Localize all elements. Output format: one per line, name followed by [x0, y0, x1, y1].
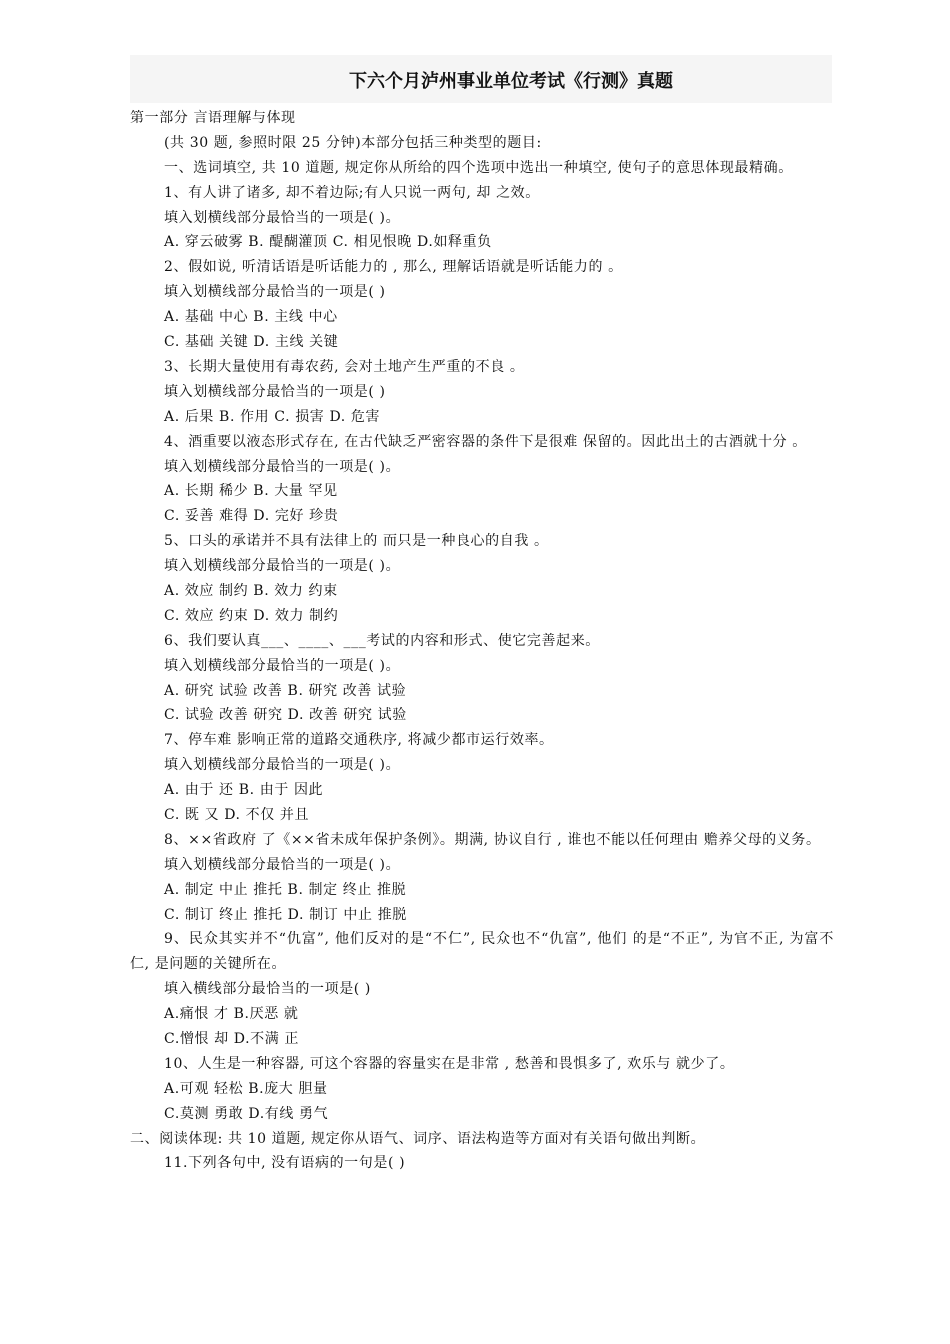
text-line: A.痛恨 才 B.厌恶 就 [164, 1006, 299, 1023]
text-line: A.可观 轻松 B.庞大 胆量 [164, 1080, 328, 1097]
text-line: C. 制订 终止 推托 D. 制订 中止 推脱 [164, 906, 407, 923]
text-line: 填入划横线部分最恰当的一项是( )。 [164, 209, 401, 226]
text-line: 8、××省政府 了《××省未成年保护条例》。期满, 协议自行 , 谁也不能以任何理由 赡养父母的义务。 [164, 831, 821, 848]
title-bar [130, 55, 832, 103]
text-line: C.莫测 勇敢 D.有线 勇气 [164, 1105, 329, 1122]
text-line: A. 长期 稀少 B. 大量 罕见 [164, 483, 338, 500]
text-line: 11.下列各句中, 没有语病的一句是( ) [164, 1155, 406, 1172]
text-line: 填入划横线部分最恰当的一项是( )。 [164, 856, 401, 873]
text-line: 一、选词填空, 共 10 道题, 规定你从所给的四个选项中选出一种填空, 使句子的意思体现最精确。 [164, 159, 793, 176]
text-line: A. 由于 还 B. 由于 因此 [164, 782, 324, 799]
page-title: 下六个月泸州事业单位考试《行测》真题 [349, 71, 673, 92]
text-line: 第一部分 言语理解与体现 [130, 110, 296, 126]
text-line: 填入横线部分最恰当的一项是( ) [164, 981, 371, 998]
text-line: 6、我们要认真___、____、___考试的内容和形式、使它完善起来。 [164, 632, 600, 649]
text-line: A. 基础 中心 B. 主线 中心 [164, 309, 338, 326]
text-line: A. 制定 中止 推托 B. 制定 终止 推脱 [164, 881, 407, 898]
text-line: 9、民众其实并不“仇富”, 他们反对的是“不仁”, 民众也不“仇富”, 他们 的是“不正”, 为官不正, 为富不仁, 是问题的关键所在。 [130, 931, 834, 973]
text-line: 7、停车难 影响正常的道路交通秩序, 将减少都市运行效率。 [164, 732, 554, 749]
text-line: 3、长期大量使用有毒农药, 会对土地产生严重的不良 。 [164, 358, 525, 375]
text-line: C. 试验 改善 研究 D. 改善 研究 试验 [164, 707, 407, 724]
text-line: (共 30 题, 参照时限 25 分钟)本部分包括三种类型的题目: [164, 134, 542, 151]
text-line: A. 效应 制约 B. 效力 约束 [164, 582, 338, 599]
text-line: 二、阅读体现: 共 10 道题, 规定你从语气、词序、语法构造等方面对有关语句做出判断。 [130, 1130, 706, 1147]
text-line: C. 基础 关键 D. 主线 关键 [164, 334, 339, 351]
text-line: 2、假如说, 听清话语是听话能力的 , 那么, 理解话语就是听话能力的 。 [164, 259, 623, 276]
text-line: 填入划横线部分最恰当的一项是( )。 [164, 757, 401, 774]
text-line: C. 效应 约束 D. 效力 制约 [164, 607, 339, 624]
text-line: A. 穿云破雾 B. 醍醐灌顶 C. 相见恨晚 D.如释重负 [164, 234, 492, 251]
text-line: 填入划横线部分最恰当的一项是( )。 [164, 458, 401, 475]
text-line: 5、口头的承诺并不具有法律上的 而只是一种良心的自我 。 [164, 533, 549, 550]
text-line: 4、酒重要以液态形式存在, 在古代缺乏严密容器的条件下是很难 保留的。因此出土的古酒就十分 。 [164, 433, 807, 450]
text-line: 填入划横线部分最恰当的一项是( ) [164, 383, 386, 400]
document-body [130, 106, 834, 1176]
text-line: A. 后果 B. 作用 C. 损害 D. 危害 [164, 408, 381, 425]
text-line: 1、有人讲了诸多, 却不着边际;有人只说一两句, 却 之效。 [164, 184, 540, 201]
text-line: 填入划横线部分最恰当的一项是( ) [164, 284, 386, 301]
text-line: 填入划横线部分最恰当的一项是( )。 [164, 558, 401, 575]
text-line: C. 妥善 难得 D. 完好 珍贵 [164, 508, 339, 525]
text-line: C.憎恨 却 D.不满 正 [164, 1031, 299, 1048]
text-line: A. 研究 试验 改善 B. 研究 改善 试验 [164, 682, 407, 699]
text-line: 填入划横线部分最恰当的一项是( )。 [164, 657, 401, 674]
text-line: C. 既 又 D. 不仅 并且 [164, 806, 310, 823]
text-line: 10、人生是一种容器, 可这个容器的容量实在是非常 , 愁善和畏惧多了, 欢乐与 就少了。 [164, 1055, 735, 1072]
